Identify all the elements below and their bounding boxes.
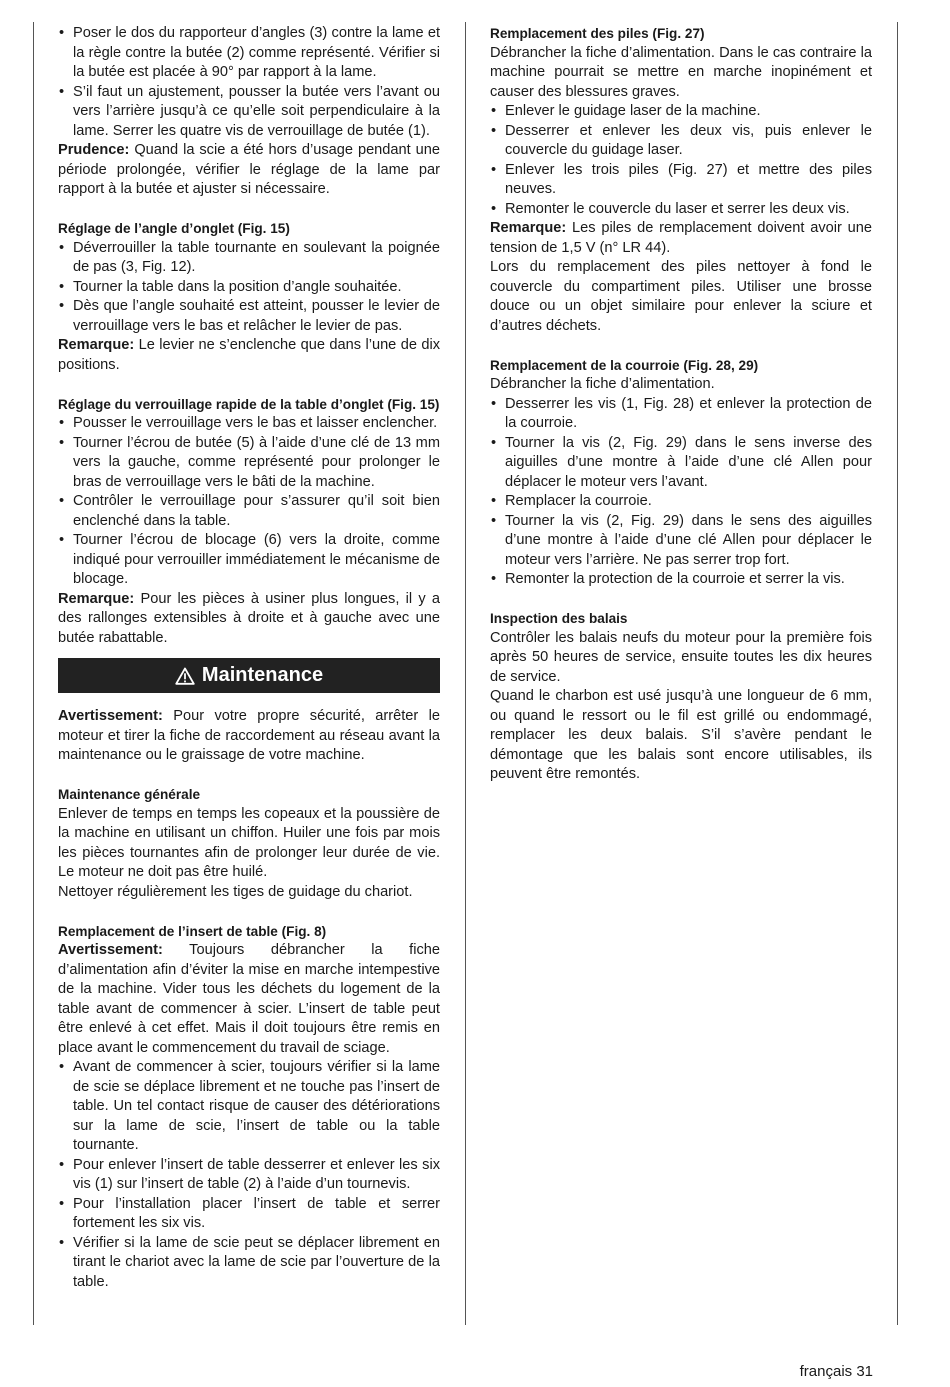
rapide-note — [58, 590, 440, 649]
right-column — [490, 24, 872, 785]
note-label: Remarque: — [490, 220, 567, 236]
list-item: • Avant de commencer à scier, toujours vérifier si la lame de scie se déplace librement et ne touche pas l’insert de table. Un tel contact risque de causer des détériorations sur la lame de scie, l’insert de table ou la table tournante. — [58, 1058, 440, 1156]
left-column — [58, 24, 440, 1292]
warning-label: Avertissement: — [58, 708, 163, 724]
list-item: • Contrôler le verrouillage pour s’assurer qu’il soit bien enclenché dans la table. — [58, 492, 440, 531]
piles-list — [490, 102, 872, 219]
piles-note — [490, 219, 872, 258]
list-item: • Dès que l’angle souhaité est atteint, pousser le levier de verrouillage vers le bas et relâcher le levier de pas. — [58, 297, 440, 336]
list-item: • Déverrouiller la table tournante en soulevant la poignée de pas (3, Fig. 12). — [58, 239, 440, 278]
list-item: • Poser le dos du rapporteur d’angles (3) contre la lame et la règle contre la butée (2) comme représenté. Vérifier si la butée est placée à 90° par rapport à la lame. — [58, 24, 440, 83]
onglet-note — [58, 336, 440, 375]
section-heading-generale: Maintenance générale — [58, 787, 201, 802]
warning-triangle-icon — [175, 667, 195, 685]
list-item: • Enlever les trois piles (Fig. 27) et mettre des piles neuves. — [490, 161, 872, 200]
balais-text-1: Contrôler les balais neufs du moteur pour la première fois après 50 heures de service, ensuite toutes les dix heures de service. — [490, 629, 872, 685]
maintenance-warning — [58, 707, 440, 766]
section-heading-rapide: Réglage du verrouillage rapide de la table d’onglet (Fig. 15) — [58, 396, 440, 412]
intro-list — [58, 24, 440, 141]
note-label: Remarque: — [58, 590, 135, 607]
note-text: Le levier ne s’enclenche que dans l’une de dix positions. — [58, 337, 440, 373]
list-item: • Desserrer les vis (1, Fig. 28) et enlever la protection de la courroie. — [490, 395, 872, 434]
list-item: • Tourner la vis (2, Fig. 29) dans le sens inverse des aiguilles d’une montre à l’aide d’une clé Allen pour déplacer le moteur vers l’avant. — [490, 434, 872, 493]
prudence-paragraph — [58, 141, 440, 200]
list-item: • Tourner l’écrou de butée (5) à l’aide d’une clé de 13 mm vers la gauche, comme représenté pour prolonger le bras de verrouillage vers le bâti de la machine. — [58, 434, 440, 493]
prudence-text: Quand la scie a été hors d’usage pendant une période prolongée, vérifier le réglage de la lame par rapport à la butée et ajuster si nécessaire. — [58, 142, 440, 197]
page-footer: français 31 — [799, 1363, 873, 1380]
list-item: • Remplacer la courroie. — [490, 492, 872, 512]
prudence-label: Prudence: — [58, 142, 130, 158]
insert-warning — [58, 941, 440, 1058]
list-item: • Pousser le verrouillage vers le bas et laisser enclencher. — [58, 414, 440, 434]
list-item: • Pour enlever l’insert de table desserrer et enlever les six vis (1) sur l’insert de table (2) à l’aide d’un tournevis. — [58, 1156, 440, 1195]
piles-text-2: Lors du remplacement des piles nettoyer à fond le couvercle du compartiment piles. Utiliser une brosse douce ou un objet similaire pour enlever la sciure et d’autres déchets. — [490, 259, 872, 334]
list-item: • S’il faut un ajustement, pousser la butée vers l’avant ou vers l’arrière jusqu’à ce qu’elle soit perpendiculaire à la lame. Serrer les quatre vis de verrouillage de butée (1). — [58, 83, 440, 142]
note-text: Les piles de remplacement doivent avoir une tension de 1,5 V (n° LR 44). — [490, 220, 872, 256]
courroie-text: Débrancher la fiche d’alimentation. — [490, 376, 715, 392]
section-heading-insert: Remplacement de l’insert de table (Fig. 8) — [58, 923, 327, 939]
rapide-list — [58, 414, 440, 590]
note-label: Remarque: — [58, 337, 135, 353]
piles-text: Débrancher la fiche d’alimentation. Dans le cas contraire la machine pourrait se mettre en marche inopinément et causer des blessures graves. — [490, 44, 872, 100]
insert-list — [58, 1058, 440, 1292]
list-item: • Enlever le guidage laser de la machine. — [490, 102, 872, 122]
warning-label: Avertissement: — [58, 942, 163, 958]
generale-text-2: Nettoyer régulièrement les tiges de guidage du chariot. — [58, 883, 413, 900]
list-item: • Desserrer et enlever les deux vis, puis enlever le couvercle du guidage laser. — [490, 122, 872, 161]
generale-text-1: Enlever de temps en temps les copeaux et la poussière de la machine en utilisant un chiffon. Huiler une fois par mois les pièces tournantes afin de prolonger leur durée de vie. Le moteur ne doit pas être huilé. — [58, 805, 440, 880]
column-rule-right — [897, 22, 898, 1325]
courroie-list — [490, 395, 872, 590]
warning-text: Toujours débrancher la fiche d’alimentation afin d’éviter la mise en marche intempestive de la machine. Vider tous les déchets du logement de la table avant de commencer à scier. L’insert de table peut être enlevé à cet effet. Mais il doit toujours être remis en place avant le commencement du travail de sciage. — [58, 942, 440, 1056]
list-item: • Vérifier si la lame de scie peut se déplacer librement en tirant le chariot avec la lame de scie par l’ouverture de la table. — [58, 1234, 440, 1293]
section-heading-onglet: Réglage de l’angle d’onglet (Fig. 15) — [58, 221, 290, 236]
list-item: • Pour l’installation placer l’insert de table et serrer fortement les six vis. — [58, 1195, 440, 1234]
balais-text-2: Quand le charbon est usé jusqu’à une longueur de 6 mm, ou quand le ressort ou le fil est grillé ou endommagé, remplacer les deux balais. S’il s’avère pendant le démontage que les balais sont encore utilisables, ils peuvent être remontés. — [490, 688, 872, 782]
column-rule-left — [33, 22, 34, 1325]
list-item: • Tourner la vis (2, Fig. 29) dans le sens des aiguilles d’une montre à l’aide d’une clé Allen pour déplacer le moteur vers l’arrière. Ne pas serrer trop fort. — [490, 512, 872, 571]
note-text: Pour les pièces à usiner plus longues, il y a des rallonges extensibles à droite et à gauche avec une butée rabattable. — [58, 590, 440, 646]
list-item: • Tourner la table dans la position d’angle souhaitée. — [58, 278, 440, 298]
maintenance-banner — [58, 658, 440, 693]
section-heading-balais: Inspection des balais — [490, 611, 628, 626]
list-item: • Remonter le couvercle du laser et serrer les deux vis. — [490, 200, 872, 220]
list-item: • Tourner l’écrou de blocage (6) vers la droite, comme indiqué pour verrouiller immédiatement le mécanisme de blocage. — [58, 531, 440, 590]
section-heading-courroie: Remplacement de la courroie (Fig. 28, 29) — [490, 357, 759, 373]
column-rule-middle — [465, 22, 466, 1325]
list-item: • Remonter la protection de la courroie et serrer la vis. — [490, 570, 872, 590]
onglet-list — [58, 239, 440, 337]
banner-title: Maintenance — [201, 663, 324, 686]
section-heading-piles: Remplacement des piles (Fig. 27) — [490, 26, 705, 41]
warning-text: Pour votre propre sécurité, arrêter le moteur et tirer la fiche de raccordement au réseau avant la maintenance ou le graissage de votre machine. — [58, 708, 440, 763]
